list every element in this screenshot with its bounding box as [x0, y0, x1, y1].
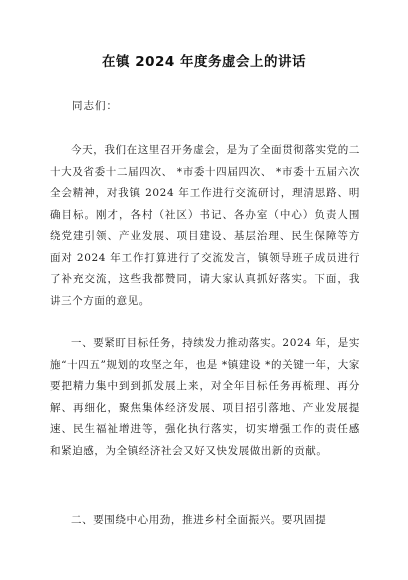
- paragraph-intro: 今天，我们在这里召开务虚会，是为了全面贯彻落实党的二十大及省委十二届四次、 *市委十四届四次、 *市委十五届六次全会精神，对我镇 2024 年工作进行交流研讨，理清思路、明确目标。刚才，各村（社区）书记、各办室（中心）负责人围绕党建引领、产业发展、项目建设、基层治理、民生保障等方面对 2024 年工作打算进行了交流发言，镇领导班子成员进行了补充交流，这些我都赞同，请大家认真抓好落实。下面，我讲三个方面的意见。: [50, 144, 360, 307]
- document-title: 在镇 2024 年度务虚会上的讲话: [102, 54, 306, 70]
- salutation: 同志们：: [72, 100, 118, 112]
- paragraph-section-one: 一、要紧盯目标任务，持续发力推动落实。2024 年，是实施“十四五”规划的攻坚之年，也是 *镇建设 *的关键一年，大家要把精力集中到到抓发展上来，对全年目标任务再梳理、再分解、再细化，聚焦集体经济发展、项目招引落地、产业发展提速、民生福祉增进等，强化执行落实，切实增强工作的责任感和紧迫感，为全镇经济社会又好又快发展做出新的贡献。: [50, 337, 360, 457]
- paragraph-section-two: 二、要围绕中心用劲，推进乡村全面振兴。要巩固提: [71, 514, 327, 526]
